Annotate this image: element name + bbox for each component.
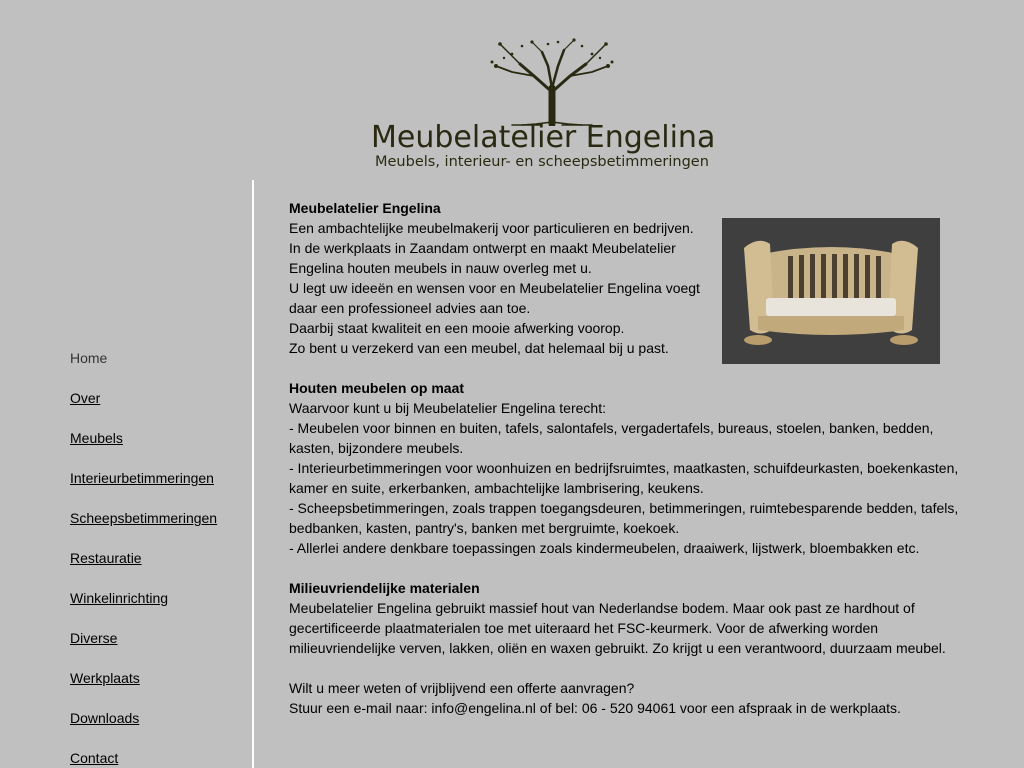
- nav-item-interieurbetimmeringen[interactable]: Interieurbetimmeringen: [70, 470, 214, 486]
- text-line: Waarvoor kunt u bij Meubelatelier Engelina terecht:: [289, 400, 606, 416]
- text-line: Daarbij staat kwaliteit en een mooie afwerking voorop.: [289, 320, 625, 336]
- section-heading-maat: Houten meubelen op maat: [289, 380, 465, 396]
- intro-section: [289, 198, 709, 358]
- nav-item-meubels[interactable]: Meubels: [70, 430, 123, 446]
- section-heading-materialen: Milieuvriendelijke materialen: [289, 580, 480, 596]
- nav-item-werkplaats[interactable]: Werkplaats: [70, 670, 140, 686]
- text-line: - Allerlei andere denkbare toepassingen zoals kindermeubelen, draaiwerk, lijstwerk, bloembakken etc.: [289, 540, 920, 556]
- text-line: - Meubelen voor binnen en buiten, tafels, salontafels, vergadertafels, bureaus, stoelen, banken, bedden,: [289, 420, 934, 436]
- brand-name[interactable]: Meubelatelier Engelina: [371, 120, 716, 155]
- header: [0, 0, 1024, 180]
- text-line: - Interieurbetimmeringen voor woonhuizen en bedrijfsruimtes, maatkasten, schuifdeurkasten, boekenkasten,: [289, 460, 959, 476]
- text-line: Een ambachtelijke meubelmakerij voor particulieren en bedrijven.: [289, 220, 694, 236]
- nav-item-home[interactable]: Home: [70, 350, 108, 366]
- text-line: Meubelatelier Engelina gebruikt massief hout van Nederlandse bodem. Maar ook past ze hardhout of: [289, 600, 915, 616]
- text-line: kamer en suite, erkerbanken, ambachtelijke lambrisering, keukens.: [289, 480, 704, 496]
- text-line: Engelina houten meubels in nauw overleg met u.: [289, 260, 592, 276]
- nav-item-winkelinrichting[interactable]: Winkelinrichting: [70, 590, 169, 606]
- text-line: kasten, bijzondere meubels.: [289, 440, 464, 456]
- text-line: gecertificeerde plaatmaterialen toe met uiteraard het FSC-keurmerk. Voor de afwerking worden: [289, 620, 879, 636]
- brand-tagline: Meubels, interieur- en scheepsbetimmeringen: [375, 154, 709, 170]
- bench-photo: [722, 218, 940, 364]
- text-line: - Scheepsbetimmeringen, zoals trappen toegangsdeuren, betimmeringen, ruimtebesparende bedden, tafels,: [289, 500, 959, 516]
- text-line: daar een professioneel advies aan toe.: [289, 300, 531, 316]
- nav-item-diverse[interactable]: Diverse: [70, 630, 118, 646]
- text-line: bedbanken, kasten, pantry's, banken met bergruimte, koekoek.: [289, 520, 680, 536]
- nav-item-contact[interactable]: Contact: [70, 750, 119, 766]
- tree-logo-icon[interactable]: [482, 36, 622, 126]
- nav-item-restauratie[interactable]: Restauratie: [70, 550, 142, 566]
- text-line: Wilt u meer weten of vrijblijvend een offerte aanvragen?: [289, 680, 635, 696]
- nav-item-over[interactable]: Over: [70, 390, 101, 406]
- text-line: milieuvriendelijke verven, lakken, oliën en waxen gebruikt. Zo krijgt u een verantwoord, duurzaam meubel.: [289, 640, 946, 656]
- main-nav: [70, 348, 250, 768]
- text-line: U legt uw ideeën en wensen voor en Meubelatelier Engelina voegt: [289, 280, 700, 296]
- text-line: Zo bent u verzekerd van een meubel, dat helemaal bij u past.: [289, 340, 669, 356]
- text-line: In de werkplaats in Zaandam ontwerpt en maakt Meubelatelier: [289, 240, 676, 256]
- column-divider: [252, 180, 254, 768]
- nav-item-downloads[interactable]: Downloads: [70, 710, 140, 726]
- nav-item-scheepsbetimmeringen[interactable]: Scheepsbetimmeringen: [70, 510, 218, 526]
- intro-heading: Meubelatelier Engelina: [289, 200, 441, 216]
- contact-line: Stuur een e-mail naar: info@engelina.nl of bel: 06 - 520 94061 voor een afspraak in de werkplaats.: [289, 700, 901, 716]
- bench-image-icon: [722, 218, 940, 364]
